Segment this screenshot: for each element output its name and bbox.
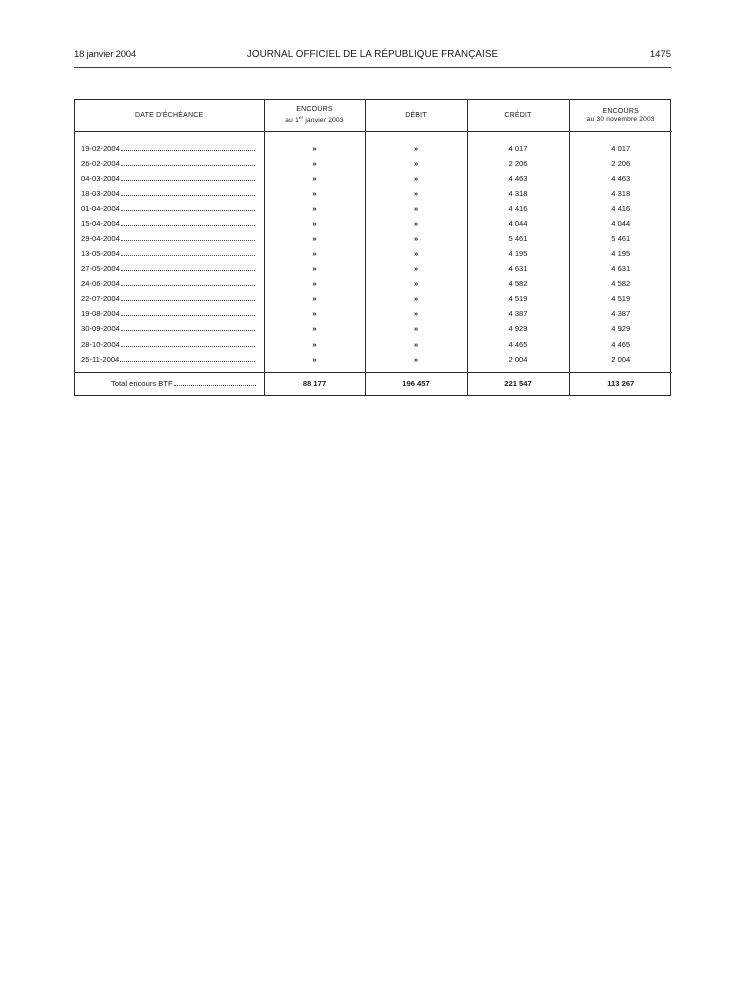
total-encours-start: 88 177 xyxy=(264,372,365,395)
encours-start-cell: » xyxy=(264,201,365,216)
credit-cell: 4 631 xyxy=(467,261,569,276)
encours-start-cell: » xyxy=(264,276,365,291)
table-row xyxy=(75,337,672,352)
encours-end-cell: 5 461 xyxy=(569,231,672,246)
debit-cell: » xyxy=(365,201,467,216)
leader-dots xyxy=(121,189,255,196)
table-total-row xyxy=(75,372,672,395)
debit-cell: » xyxy=(365,141,467,156)
credit-cell: 4 387 xyxy=(467,306,569,321)
header-title: JOURNAL OFFICIEL DE LA RÉPUBLIQUE FRANÇAISE xyxy=(246,49,499,60)
maturity-date: 19-08-2004 xyxy=(81,309,120,319)
encours-end-cell: 4 465 xyxy=(569,337,672,352)
encours-end-cell: 4 416 xyxy=(569,201,672,216)
credit-cell: 4 195 xyxy=(467,246,569,261)
maturity-date: 30-09-2004 xyxy=(81,324,120,334)
debit-cell: » xyxy=(365,171,467,186)
table-row xyxy=(75,186,672,201)
credit-cell: 4 044 xyxy=(467,216,569,231)
date-cell xyxy=(75,171,264,186)
encours-end-cell: 4 017 xyxy=(569,141,672,156)
btf-table xyxy=(75,100,672,395)
leader-dots xyxy=(121,234,255,241)
credit-cell: 4 416 xyxy=(467,201,569,216)
leader-dots xyxy=(121,294,255,301)
maturity-date: 19-02-2004 xyxy=(81,144,120,154)
total-label-cell xyxy=(75,372,264,395)
leader-dots xyxy=(121,204,255,211)
table-row xyxy=(75,156,672,171)
encours-end-cell: 4 387 xyxy=(569,306,672,321)
credit-cell: 4 929 xyxy=(467,321,569,336)
debit-cell: » xyxy=(365,261,467,276)
maturity-date: 28-10-2004 xyxy=(81,339,120,349)
encours-start-cell: » xyxy=(264,352,365,367)
table-header-row xyxy=(75,100,672,132)
credit-cell: 4 465 xyxy=(467,337,569,352)
date-cell xyxy=(75,306,264,321)
encours-end-cell: 4 318 xyxy=(569,186,672,201)
table-row xyxy=(75,276,672,291)
maturity-date: 13-05-2004 xyxy=(81,249,120,259)
debit-cell: » xyxy=(365,231,467,246)
col-header-date-label: DATE D'ÉCHÉANCE xyxy=(135,111,204,119)
debit-cell: » xyxy=(365,186,467,201)
maturity-date: 26-02-2004 xyxy=(81,159,120,169)
debit-cell: » xyxy=(365,306,467,321)
table-row xyxy=(75,306,672,321)
maturity-date: 22-07-2004 xyxy=(81,294,120,304)
encours-end-cell: 4 519 xyxy=(569,291,672,306)
total-label: Total encours BTF xyxy=(111,379,173,389)
encours-start-cell: » xyxy=(264,291,365,306)
encours-start-cell: » xyxy=(264,231,365,246)
col-header-date xyxy=(75,100,264,132)
table-row xyxy=(75,216,672,231)
leader-dots xyxy=(121,159,255,166)
date-cell xyxy=(75,141,264,156)
table-spacer-row xyxy=(75,132,672,142)
encours-start-cell: » xyxy=(264,261,365,276)
col-header-encours-start-sub xyxy=(265,114,365,125)
credit-cell: 4 582 xyxy=(467,276,569,291)
leader-dots xyxy=(121,324,255,331)
date-cell xyxy=(75,276,264,291)
credit-cell: 4 318 xyxy=(467,186,569,201)
credit-cell: 2 004 xyxy=(467,352,569,367)
total-encours-end: 113 267 xyxy=(569,372,672,395)
col-header-debit xyxy=(365,100,467,132)
maturity-date: 15-04-2004 xyxy=(81,219,120,229)
encours-end-cell: 4 044 xyxy=(569,216,672,231)
maturity-date: 04-03-2004 xyxy=(81,174,120,184)
leader-dots xyxy=(121,144,255,151)
btf-table-frame xyxy=(74,99,671,396)
table-row xyxy=(75,141,672,156)
leader-dots xyxy=(121,174,255,181)
credit-cell: 4 519 xyxy=(467,291,569,306)
date-cell xyxy=(75,156,264,171)
table-row xyxy=(75,261,672,276)
debit-cell: » xyxy=(365,321,467,336)
encours-start-sub-prefix: au 1 xyxy=(285,117,299,124)
maturity-date: 27-05-2004 xyxy=(81,264,120,274)
date-cell xyxy=(75,261,264,276)
leader-dots xyxy=(121,309,255,316)
leader-dots xyxy=(121,249,255,256)
maturity-date: 24-06-2004 xyxy=(81,279,120,289)
maturity-date: 18-03-2004 xyxy=(81,189,120,199)
encours-start-cell: » xyxy=(264,186,365,201)
debit-cell: » xyxy=(365,276,467,291)
encours-end-cell: 2 004 xyxy=(569,352,672,367)
debit-cell: » xyxy=(365,246,467,261)
table-row xyxy=(75,231,672,246)
table-row xyxy=(75,291,672,306)
date-cell xyxy=(75,201,264,216)
credit-cell: 4 463 xyxy=(467,171,569,186)
encours-start-sub-sup: er xyxy=(298,115,304,120)
header-date: 18 janvier 2004 xyxy=(74,49,136,60)
date-cell xyxy=(75,337,264,352)
encours-start-cell: » xyxy=(264,141,365,156)
encours-end-cell: 4 582 xyxy=(569,276,672,291)
maturity-date: 29-04-2004 xyxy=(81,234,120,244)
date-cell xyxy=(75,246,264,261)
credit-cell: 5 461 xyxy=(467,231,569,246)
date-cell xyxy=(75,216,264,231)
encours-start-cell: » xyxy=(264,171,365,186)
col-header-encours-start xyxy=(264,100,365,132)
total-debit: 196 457 xyxy=(365,372,467,395)
leader-dots xyxy=(121,340,255,347)
date-cell xyxy=(75,321,264,336)
leader-dots xyxy=(120,355,255,362)
table-row xyxy=(75,321,672,336)
encours-start-cell: » xyxy=(264,306,365,321)
leader-dots xyxy=(121,219,255,226)
date-cell xyxy=(75,231,264,246)
encours-start-sub-suffix: janvier 2003 xyxy=(303,117,344,124)
col-header-encours-end xyxy=(569,100,672,132)
credit-cell: 2 206 xyxy=(467,156,569,171)
col-header-credit xyxy=(467,100,569,132)
debit-cell: » xyxy=(365,291,467,306)
table-row xyxy=(75,171,672,186)
header-page-number: 1475 xyxy=(649,49,671,60)
leader-dots xyxy=(121,264,255,271)
encours-start-cell: » xyxy=(264,321,365,336)
maturity-date: 01-04-2004 xyxy=(81,204,120,214)
leader-dots xyxy=(174,379,256,386)
header-rule xyxy=(74,67,671,68)
col-header-encours-end-label: ENCOURS xyxy=(602,107,639,115)
debit-cell: » xyxy=(365,337,467,352)
encours-start-cell: » xyxy=(264,216,365,231)
encours-end-cell: 4 631 xyxy=(569,261,672,276)
encours-start-cell: » xyxy=(264,246,365,261)
date-cell xyxy=(75,186,264,201)
date-cell xyxy=(75,291,264,306)
table-row xyxy=(75,352,672,367)
encours-end-cell: 4 929 xyxy=(569,321,672,336)
page-header xyxy=(74,49,671,63)
debit-cell: » xyxy=(365,352,467,367)
col-header-encours-end-sub: au 30 novembre 2003 xyxy=(586,115,655,123)
maturity-date: 25-11-2004 xyxy=(81,354,120,364)
encours-end-cell: 4 195 xyxy=(569,246,672,261)
credit-cell: 4 017 xyxy=(467,141,569,156)
encours-end-cell: 4 463 xyxy=(569,171,672,186)
col-header-encours-start-label: ENCOURS xyxy=(296,106,333,113)
total-credit: 221 547 xyxy=(467,372,569,395)
table-row xyxy=(75,201,672,216)
col-header-credit-label: CRÉDIT xyxy=(504,111,532,119)
leader-dots xyxy=(121,279,255,286)
debit-cell: » xyxy=(365,216,467,231)
debit-cell: » xyxy=(365,156,467,171)
table-row xyxy=(75,246,672,261)
encours-start-cell: » xyxy=(264,156,365,171)
table-body xyxy=(75,132,672,396)
encours-end-cell: 2 206 xyxy=(569,156,672,171)
date-cell xyxy=(75,352,264,367)
col-header-debit-label: DÉBIT xyxy=(405,111,427,119)
encours-start-cell: » xyxy=(264,337,365,352)
